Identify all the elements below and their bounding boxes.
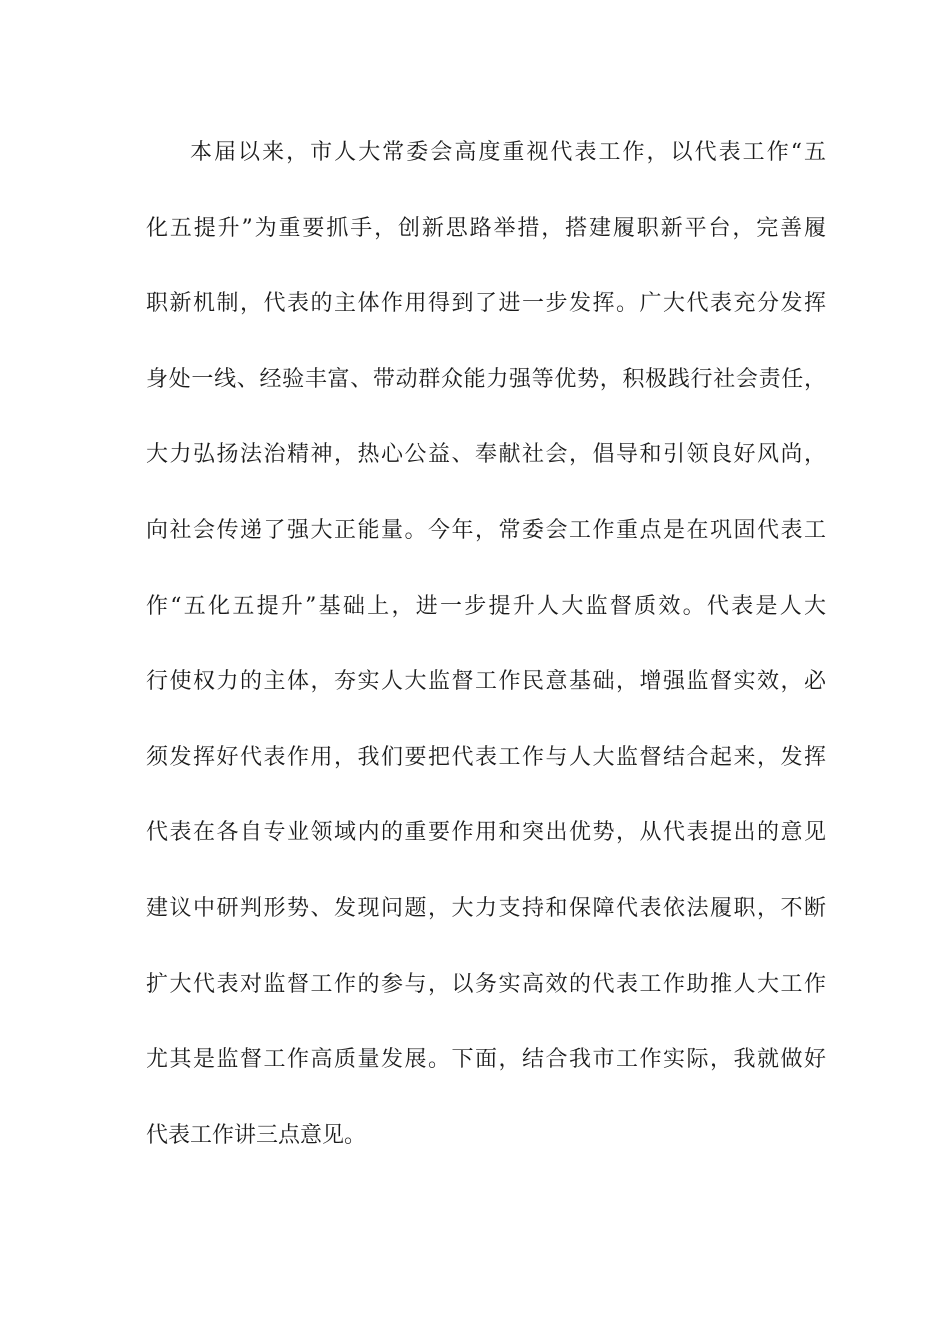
paragraph-line: 向社会传递了强大正能量。今年，常委会工作重点是在巩固代表工 (146, 517, 826, 543)
body-paragraph (146, 129, 826, 1187)
paragraph-line: 作“五化五提升”基础上，进一步提升人大监督质效。代表是人大 (146, 593, 826, 619)
paragraph-line: 代表工作讲三点意见。 (146, 1122, 367, 1148)
paragraph-line: 尤其是监督工作高质量发展。下面，结合我市工作实际，我就做好 (146, 1047, 826, 1073)
paragraph-line: 行使权力的主体，夯实人大监督工作民意基础，增强监督实效，必 (146, 669, 826, 695)
paragraph-line: 扩大代表对监督工作的参与，以务实高效的代表工作助推人大工作 (146, 971, 826, 997)
paragraph-line: 身处一线、经验丰富、带动群众能力强等优势，积极践行社会责任， (146, 366, 826, 392)
paragraph-line: 化五提升”为重要抓手，创新思路举措，搭建履职新平台，完善履 (146, 215, 826, 241)
paragraph-line: 须发挥好代表作用，我们要把代表工作与人大监督结合起来，发挥 (146, 744, 826, 770)
paragraph-line: 建议中研判形势、发现问题，大力支持和保障代表依法履职，不断 (146, 895, 826, 921)
paragraph-line: 大力弘扬法治精神，热心公益、奉献社会，倡导和引领良好风尚， (146, 442, 826, 468)
paragraph-line: 本届以来，市人大常委会高度重视代表工作，以代表工作“五 (190, 140, 826, 165)
paragraph-line: 职新机制，代表的主体作用得到了进一步发挥。广大代表充分发挥 (146, 291, 826, 317)
paragraph-line: 代表在各自专业领域内的重要作用和突出优势，从代表提出的意见 (146, 820, 826, 846)
